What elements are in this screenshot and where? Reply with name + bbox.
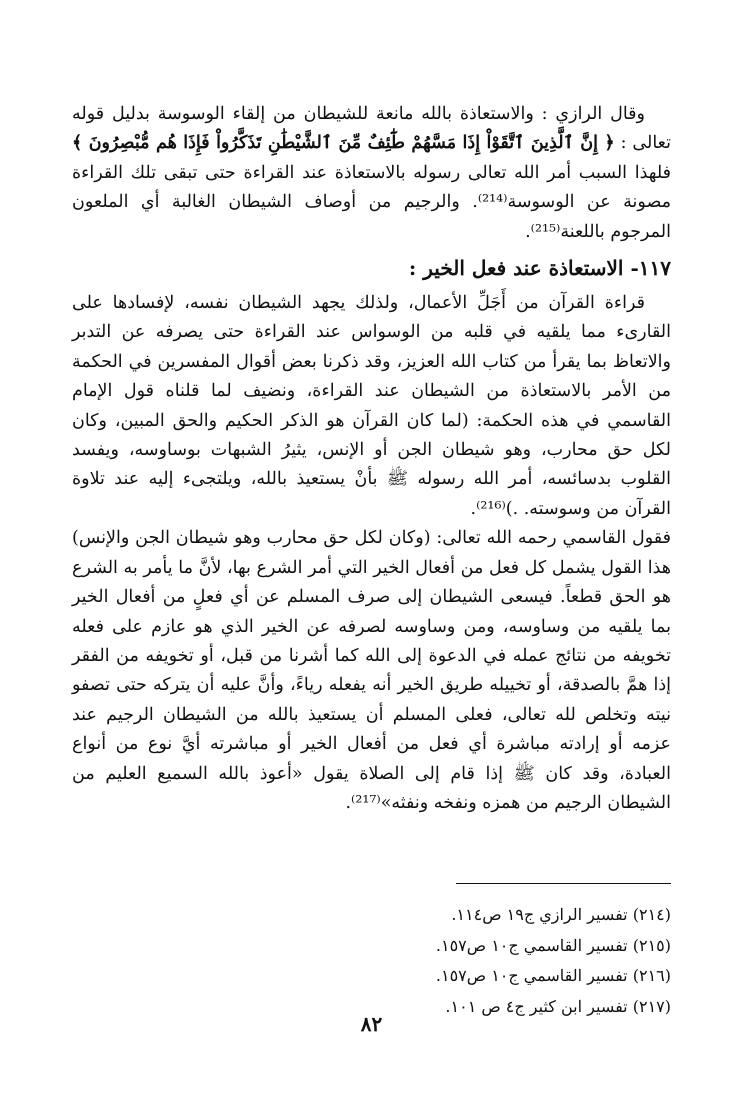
paragraph-razi — [72, 100, 671, 247]
quran-verse: ﴿ إِنَّ ٱلَّذِينَ ٱتَّقَوْاْ إِذَا مَسَّهُمْ طَٰٓئِفٌ مِّنَ ٱلشَّيْطَٰنِ تَذَكَّرُواْ فَإِذَا هُم مُّبْصِرُونَ ﴾ — [72, 133, 615, 154]
paragraph-razi-intro: وقال الرازي : والاستعاذة بالله مانعة للشيطان من إلقاء الوسوسة بدليل قوله تعالى : — [72, 104, 671, 154]
footnotes — [72, 900, 671, 1022]
footnote-214: (٢١٤) تفسير الرازي ج١٩ ص١١٤. — [451, 905, 671, 924]
section-heading: ١١٧- الاستعاذة عند فعل الخير : — [408, 256, 671, 281]
paragraph-qasimi: فقول القاسمي رحمه الله تعالى: (وكان لكل حق محارب وهو شيطان الجن والإنس) هذا القول يشمل كل فعل من أفعال الخير التي أمر الشرع بها، لأنَّ ما يأمر به الشرع هو الحق قطعاً. فيسعى الشيطان إلى صرف المسلم عن أي فعلٍ من أفعال الخير بما يلقيه من وساوسه، ومن وساوسه لصرفه عن الخير الذي هو عازم على فعله تخويفه من نتائج عمله في الدعوة إلى الله كما أشرنا من قبل، أو تخويفه من الفقر إذا همَّ بالصدقة، أو تخييله طريق الخير أنه يفعله رياءً، وأنَّ عليه أن يتركه حتى تصفو نيته وتخلص لله تعالى، فعلى المسلم أن يستعيذ بالله من الشيطان الرجيم عند عزمه أو إرادته مباشرة أي فعل من أفعال الخير أو مباشرته أيَّ نوع من أنواع العبادة، وقد كان ﷺ إذا قام إلى الصلاة يقول «أعوذ بالله السميع العليم من الشيطان الرجيم من همزه ونفخه ونفثه»⁽²¹⁷⁾. — [72, 528, 671, 813]
footnote-divider — [456, 883, 671, 884]
paragraph-quran-reading: قراءة القرآن من أَجَلِّ الأعمال، ولذلك يجهد الشيطان نفسه، لإفسادها على القارىء مما يلقيه في قلبه من الوسواس عند القراءة حتى يصرفه عن التدبر والاتعاظ بما يقرأ من كتاب الله العزيز، وقد ذكرنا بعض أقوال المفسرين في الحكمة من الأمر بالاستعاذة من الشيطان عند القراءة، ونضيف لما قلناه قول الإمام القاسمي في هذه الحكمة: (لما كان القرآن هو الذكر الحكيم والحق المبين، وكان لكل حق محارب، وهو شيطان الجن أو الإنس، يثيرُ الشبهات بوساوسه، ويفسد القلوب بدسائسه، أمر الله رسوله ﷺ بأنْ يستعيذ بالله، ويلتجىء إليه عند تلاوة القرآن من وسوسته. .)⁽²¹⁶⁾. — [72, 293, 671, 519]
footnote-216: (٢١٦) تفسير القاسمي ج١٠ ص١٥٧. — [435, 966, 671, 985]
main-text — [72, 100, 671, 818]
footnote-215: (٢١٥) تفسير القاسمي ج١٠ ص١٥٧. — [435, 935, 671, 955]
paragraph-razi-continuation: فلهذا السبب أمر الله تعالى رسوله بالاستعاذة عند القراءة حتى تبقى تلك القراءة مصونة عن الوسوسة⁽²¹⁴⁾. والرجيم من أوصاف الشيطان الغالبة أي الملعون المرجوم باللعنة⁽²¹⁵⁾. — [72, 162, 671, 242]
footnote-217: (٢١٧) تفسير ابن كثير ج٤ ص ١٠١. — [445, 996, 671, 1016]
page-number: ٨٢ — [360, 1012, 383, 1036]
